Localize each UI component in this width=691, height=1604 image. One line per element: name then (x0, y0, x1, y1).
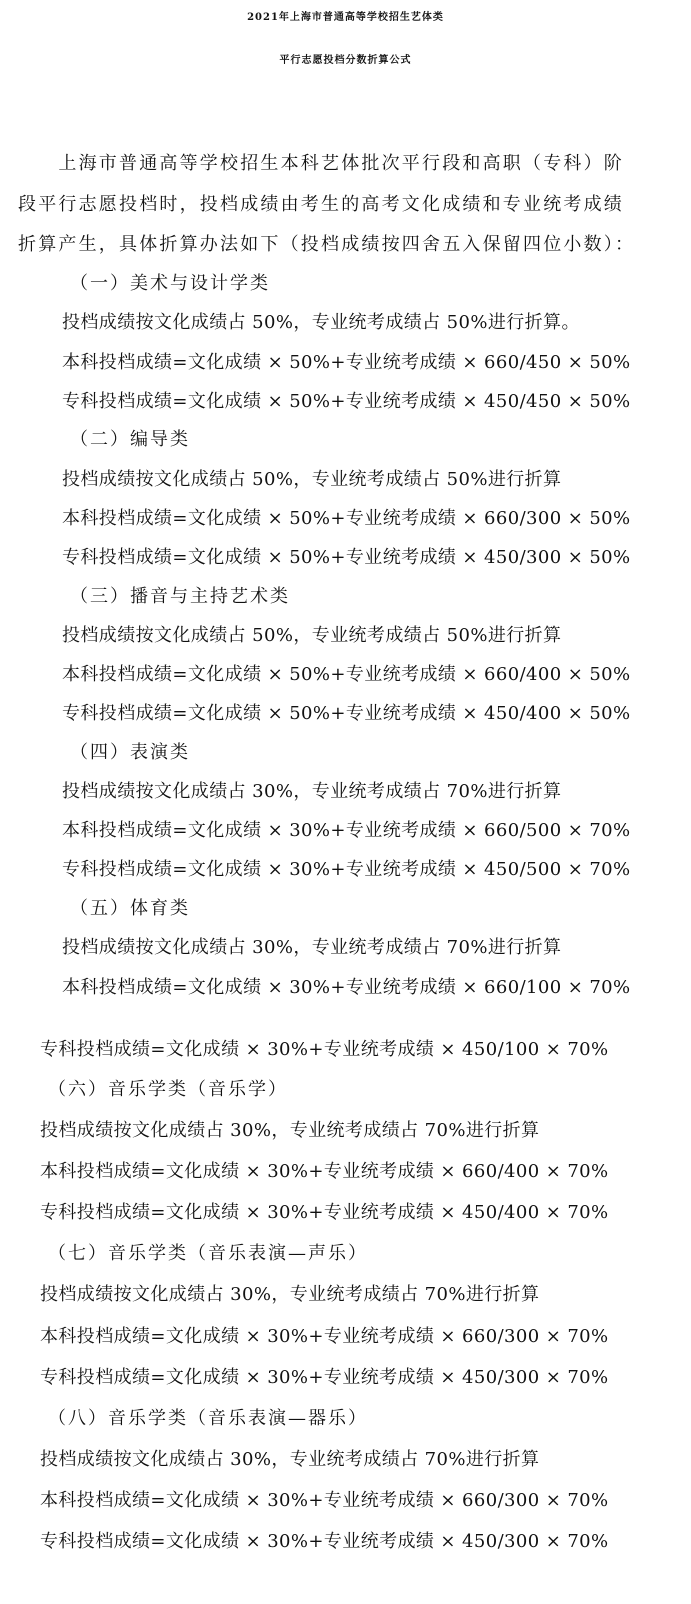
section-heading: （七）音乐学类（音乐表演—声乐） (48, 1243, 368, 1264)
section-line: 专科投档成绩=文化成绩 × 50%+专业统考成绩 × 450/400 × 50% (62, 703, 631, 724)
section-line: 专科投档成绩=文化成绩 × 30%+专业统考成绩 × 450/300 × 70% (40, 1531, 609, 1552)
section-heading: （二）编导类 (70, 429, 190, 450)
section-line: 专科投档成绩=文化成绩 × 50%+专业统考成绩 × 450/450 × 50% (62, 391, 631, 412)
section-line: 本科投档成绩=文化成绩 × 30%+专业统考成绩 × 660/100 × 70% (62, 977, 631, 998)
section-line: 投档成绩按文化成绩占 50%，专业统考成绩占 50%进行折算 (62, 625, 562, 646)
section-line: 本科投档成绩=文化成绩 × 30%+专业统考成绩 × 660/300 × 70% (40, 1326, 609, 1347)
section-line: 投档成绩按文化成绩占 50%，专业统考成绩占 50%进行折算 (62, 469, 562, 490)
section-line: 投档成绩按文化成绩占 30%，专业统考成绩占 70%进行折算 (62, 781, 562, 802)
section-line: 本科投档成绩=文化成绩 × 30%+专业统考成绩 × 660/500 × 70% (62, 820, 631, 841)
section-line: 投档成绩按文化成绩占 30%，专业统考成绩占 70%进行折算 (40, 1120, 540, 1141)
section-heading: （四）表演类 (70, 742, 190, 763)
intro-line-3: 折算产生，具体折算办法如下（投档成绩按四舍五入保留四位小数）： (18, 234, 636, 255)
section-line: 本科投档成绩=文化成绩 × 30%+专业统考成绩 × 660/300 × 70% (40, 1490, 609, 1511)
section-heading: （五）体育类 (70, 898, 190, 919)
section-line: 专科投档成绩=文化成绩 × 30%+专业统考成绩 × 450/300 × 70% (40, 1367, 609, 1388)
section-line: 投档成绩按文化成绩占 30%，专业统考成绩占 70%进行折算 (40, 1449, 540, 1470)
intro-line-2: 段平行志愿投档时，投档成绩由考生的高考文化成绩和专业统考成绩 (18, 194, 624, 215)
section-line: 专科投档成绩=文化成绩 × 30%+专业统考成绩 × 450/400 × 70% (40, 1202, 609, 1223)
section-line: 投档成绩按文化成绩占 30%，专业统考成绩占 70%进行折算 (40, 1284, 540, 1305)
section-line: 本科投档成绩=文化成绩 × 50%+专业统考成绩 × 660/400 × 50% (62, 664, 631, 685)
section-heading: （三）播音与主持艺术类 (70, 586, 290, 607)
section-line: 本科投档成绩=文化成绩 × 50%+专业统考成绩 × 660/300 × 50% (62, 508, 631, 529)
intro-line-1: 上海市普通高等学校招生本科艺体批次平行段和高职（专科）阶 (18, 153, 624, 174)
document-title-line-2: 平行志愿投档分数折算公式 (279, 55, 412, 66)
section-line: 投档成绩按文化成绩占 30%，专业统考成绩占 70%进行折算 (62, 937, 562, 958)
section-heading: （六）音乐学类（音乐学） (48, 1079, 288, 1100)
section-line: 专科投档成绩=文化成绩 × 50%+专业统考成绩 × 450/300 × 50% (62, 547, 631, 568)
section-line: 投档成绩按文化成绩占 50%，专业统考成绩占 50%进行折算。 (62, 312, 580, 333)
section-heading: （一）美术与设计学类 (70, 273, 270, 294)
section-line: 本科投档成绩=文化成绩 × 30%+专业统考成绩 × 660/400 × 70% (40, 1161, 609, 1182)
section-line: 专科投档成绩=文化成绩 × 30%+专业统考成绩 × 450/100 × 70% (40, 1039, 609, 1060)
document-title-line-1: 2021年上海市普通高等学校招生艺体类 (247, 12, 444, 23)
section-line: 本科投档成绩=文化成绩 × 50%+专业统考成绩 × 660/450 × 50% (62, 352, 631, 373)
section-heading: （八）音乐学类（音乐表演—器乐） (48, 1408, 368, 1429)
section-line: 专科投档成绩=文化成绩 × 30%+专业统考成绩 × 450/500 × 70% (62, 859, 631, 880)
